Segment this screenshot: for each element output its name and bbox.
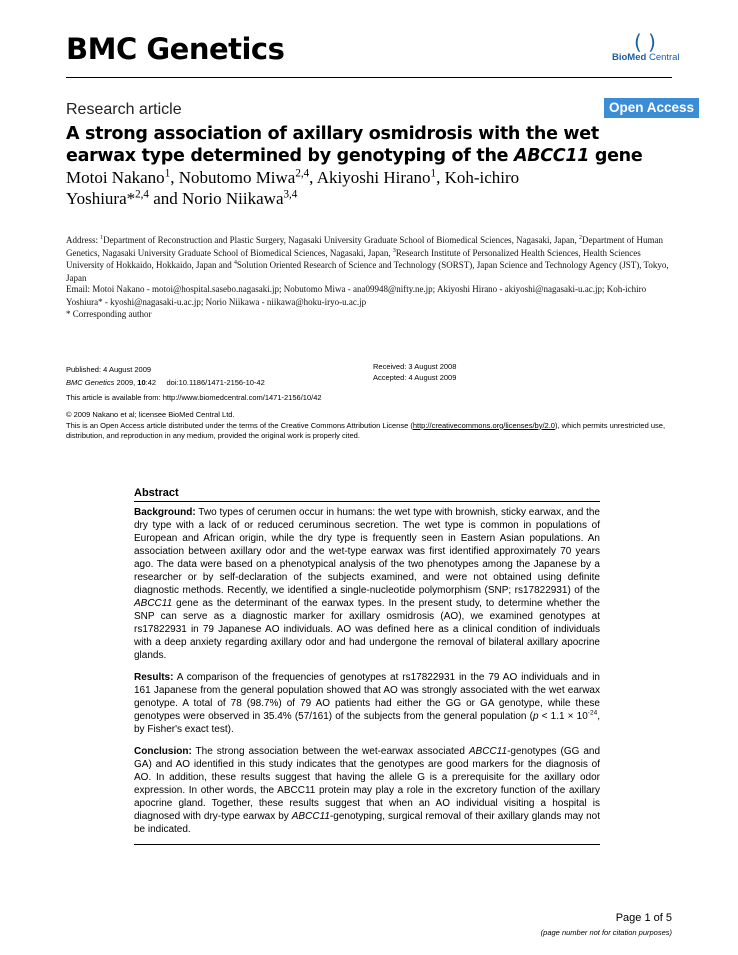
abstract-conclusion: Conclusion: The strong association between the wet-earwax associated ABCC11-genotypes (GG and GA) and AO identified in this study indicates that the genotypes are good markers for the diagnosis of AO. In addition, these results suggest that having the allele G is a prerequisite for the axillary odor expression. In other words, the ABCC11 protein may play a role in the excretory function of the axillary apocrine gland. Together, these results suggest that when an AO individual visiting a hospital is diagnosed with dry-type earwax by ABCC11-genotyping, surgical removal of their axillary glands may not be indicated. [134,746,601,835]
author: Akiyoshi Hirano [316,168,431,187]
published-date: Published: 4 August 2009 [66,365,152,374]
journal-title: BMC Genetics [66,32,285,66]
author-addresses: Address: $^1$Department of Reconstruction and Plastic Surgery, Nagasaki University Graduate School of Biomedical Sciences, Nagasaki, Japan, $^2$Department of Human Genetics, Nagasaki University Graduate School of Biomedical Sciences, Nagasaki, Japan, $^3$Research Institute of Personalized Health Sciences, Health Sciences University of Hokkaido, Hokkaido, Japan and $^4$Solution Oriented Research of Science and Technology (SORST), Japan Science and Technology Agency (JST), Tokyo, Japan [66,235,669,283]
abstract [134,487,600,845]
header-divider [66,77,672,78]
article-title: A strong association of axillary osmidrosis with the wet earwax type determined by genotyping of the ABCC11 gene [66,124,643,166]
open-access-badge[interactable]: Open Access [604,98,699,118]
author-emails[interactable]: Email: Motoi Nakano - motoi@hospital.sasebo.nagasaki.jp; Nobutomo Miwa - ana09948@nifty.ne.jp; Akiyoshi Hirano - akiyoshi@nagasaki-u.ac.jp; Koh-ichiro Yoshiura* - kyoshi@nagasaki-u.ac.jp; Norio Niikawa - niikawa@hoku-iryo-u.ac.jp [66,284,647,307]
page-number-note: (page number not for citation purposes) [540,928,672,937]
abstract-background: Background: Two types of cerumen occur in humans: the wet type with brownish, sticky earwax, and the dry type with a lack of or reduced ceruminous secretion. The wet type is common in populations of European and African origin, while the dry type is frequently seen in Eastern Asian populations. An association between axillary odor and the wet-type earwax was first identified approximately 70 years ago. The data were based on a phenotypical analysis of the two phenotypes among the Japanese by a researcher or by self-declaration of the subjects examined, and were not obtained using definite diagnostic methods. Recently, we identified a single-nucleotide polymorphism (SNP; rs17822931) of the ABCC11 gene as the determinant of the earwax types. In the present study, to determine whether the SNP can serve as a diagnostic marker for axillary osmidrosis (AO), we examined genotypes at rs17822931 in 79 Japanese AO individuals. AO was defined here as a clinical condition of individuals with a deep anxiety regarding axillary odor and had undergone the removal of bilateral axillary apocrine glands. [134,507,600,661]
abstract-results: Results: A comparison of the frequencies of genotypes at rs17822931 in the 79 AO individuals and in 161 Japanese from the general population showed that AO was strongly associated with the wet earwax genotype. A total of 78 (98.7%) of 79 AO patients had either the GG or GA genotype, while these genotypes were observed in 35.4% (57/161) of the subjects from the general population ($p < 1.1 \times 10^{-24}$, by Fisher's exact test). [134,672,600,735]
dates-block [373,361,456,383]
author: Norio Niikawa [181,189,284,208]
citation: BMC Genetics 2009, 10:42 doi:10.1186/1471-2156-10-42 [66,378,265,387]
abstract-bottom-rule [134,844,600,845]
accepted-date: Accepted: 4 August 2009 [373,373,457,382]
license-link[interactable]: http://creativecommons.org/licenses/by/2.0 [412,420,555,430]
biomed-central-logo[interactable] [612,30,680,66]
author: Nobutomo Miwa [178,168,296,187]
author-list: Motoi Nakano$^1$, Nobutomo Miwa$^{2,4}$, Akiyoshi Hirano$^1$, Koh-ichiro Yoshiura*$^{2,4}$ and Norio Niikawa$^{3,4}$ [66,167,520,208]
page-number: Page 1 of 5 [615,912,672,924]
biomed-logo-icon: ( ) [634,30,656,54]
article-url[interactable]: This article is available from: http://www.biomedcentral.com/1471-2156/10/42 [66,393,322,402]
license-text: This is an Open Access article distributed under the terms of the Creative Commons Attribution License (http://creativecommons.org/licenses/by/2.0), which permits unrestricted use, distribution, and reproduction in any medium, provided the original work is properly cited. [66,420,666,440]
abstract-heading: Abstract [134,487,600,502]
copyright: © 2009 Nakano et al; licensee BioMed Central Ltd. [66,410,235,419]
article-type: Research article [66,101,182,118]
author: Koh-ichiro Yoshiura* [66,168,520,208]
copyright-license [66,410,676,442]
biomed-logo-text: BioMed Central [612,52,680,63]
received-date: Received: 3 August 2008 [373,362,457,371]
author: Motoi Nakano [66,168,165,187]
corresponding-author-note: * Corresponding author [66,309,152,319]
